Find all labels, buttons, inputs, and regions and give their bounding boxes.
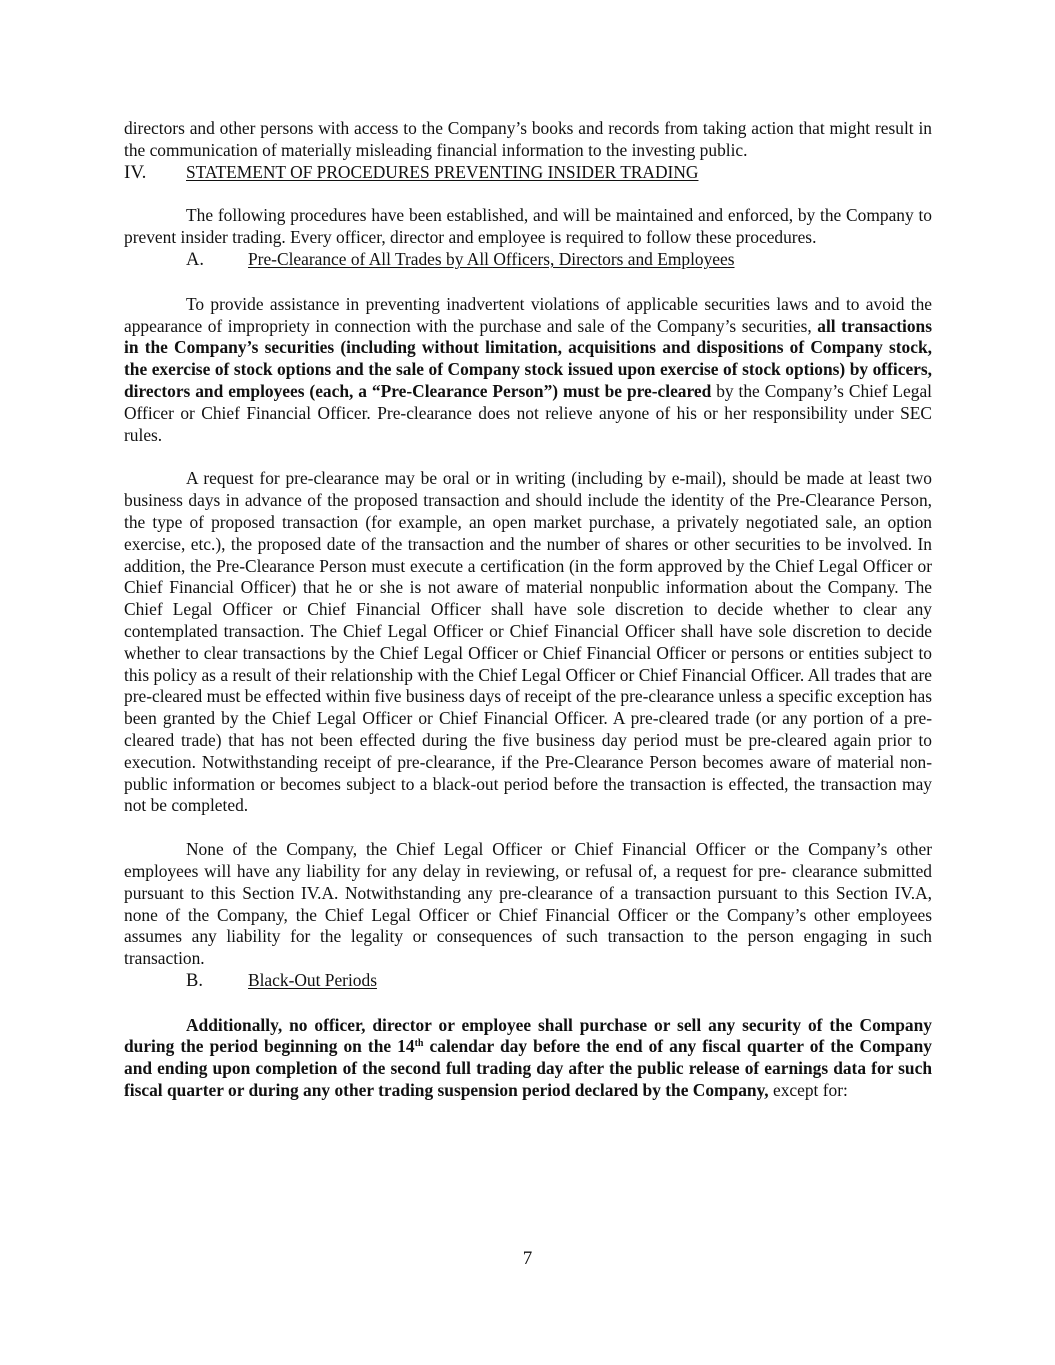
blackout-paragraph: [124, 1015, 932, 1102]
preclearance-p1-lead: To provide assistance in preventing inadvertent violations of applicable securities laws and to avoid the appearance of impropriety in connection with the purchase and sale of the Company’s securities,: [124, 293, 932, 336]
preclearance-paragraph-1: [124, 294, 932, 447]
document-page: [124, 118, 932, 1102]
section-intro-paragraph: The following procedures have been established, and will be maintained and enforced, by the Company to prevent insider trading. Every officer, director and employee is required to follow these procedures.: [124, 205, 932, 248]
intro-paragraph: directors and other persons with access to the Company’s books and records from taking action that might result in the communication of materially misleading financial information to the investing public.: [124, 118, 932, 160]
preclearance-paragraph-2: A request for pre-clearance may be oral or in writing (including by e-mail), should be made at least two business days in advance of the proposed transaction and should include the identity of the Pre-Clearance Person, the type of proposed transaction (for example, an open market purchase, a privately negotiated sale, an option exercise, etc.), the proposed date of the transaction and the number of shares or other securities to be involved. In addition, the Pre-Clearance Person must execute a certification (in the form approved by the Chief Legal Officer or Chief Financial Officer) that he or she is not aware of material nonpublic information about the Company. The Chief Legal Officer or Chief Financial Officer shall have sole discretion to decide whether to clear any contemplated transaction. The Chief Legal Officer or Chief Financial Officer shall have sole discretion to decide whether to clear transactions by the Chief Legal Officer or Chief Financial Officer or persons or entities subject to this policy as a result of their relationship with the Chief Legal Officer or Chief Financial Officer. All trades that are pre-cleared must be effected within five business days of receipt of the pre-clearance unless a specific exception has been granted by the Chief Legal Officer or Chief Financial Officer. A pre-cleared trade (or any portion of a pre- cleared trade) that has not been effected during the five business day period must be pre-cleared again prior to execution. Notwithstanding receipt of pre-clearance, if the Pre-Clearance Person becomes aware of material non-public information or becomes subject to a black-out period before the transaction is effected, the transaction may not be completed.: [124, 468, 932, 816]
preclearance-paragraph-3: None of the Company, the Chief Legal Officer or Chief Financial Officer or the Company’s other employees will have any liability for any delay in reviewing, or refusal of, a request for pre- clearance submitted pursuant to this Section IV.A. Notwithstanding any pre-clearance of a transaction pursuant to this Section IV.A, none of the Company, the Chief Legal Officer or Chief Financial Officer or the Company’s other employees assumes any liability for the legality or consequences of such transaction to the person engaging in such transaction.: [124, 839, 932, 969]
section-number: IV.: [124, 161, 147, 183]
subsection-a-heading: [124, 249, 932, 272]
section-title: STATEMENT OF PROCEDURES PREVENTING INSIDER TRADING: [186, 161, 699, 182]
blackout-p1-tail: except for:: [768, 1080, 848, 1101]
preclearance-p1-bold: all transactions in the Company’s securities (including without limitation, acquisitions and dispositions of Company stock, the exercise of stock options and the sale of Company stock issued upon exercise of stock options) by officers, directors and employees (each, a “Pre-Clearance Person”) must be pre-cleared: [124, 315, 932, 401]
preclearance-p1-tail: by the Company’s Chief Legal Officer or Chief Financial Officer. Pre-clearance does not relieve anyone of his or her responsibility under SEC rules.: [124, 380, 932, 445]
blackout-p1-superscript: th: [414, 1038, 424, 1050]
subsection-a-title: Pre-Clearance of All Trades by All Officers, Directors and Employees: [248, 248, 735, 269]
subsection-b-title: Black-Out Periods: [248, 969, 377, 990]
blackout-p1-bold-end: calendar day before the end of any fiscal quarter of the Company and ending upon completion of the second full trading day after the public release of earnings data for such fiscal quarter or during any other trading suspension period declared by the Company,: [124, 1036, 932, 1101]
page-number: 7: [522, 1248, 533, 1269]
section-heading: [124, 162, 932, 184]
subsection-b-heading: [124, 970, 932, 993]
subsection-a-letter: A.: [186, 249, 204, 270]
blackout-p1-bold-start: Additionally, no officer, director or employee shall purchase or sell any security of the Company during the period beginning on the 14: [124, 1014, 932, 1057]
subsection-b-letter: B.: [186, 970, 203, 991]
